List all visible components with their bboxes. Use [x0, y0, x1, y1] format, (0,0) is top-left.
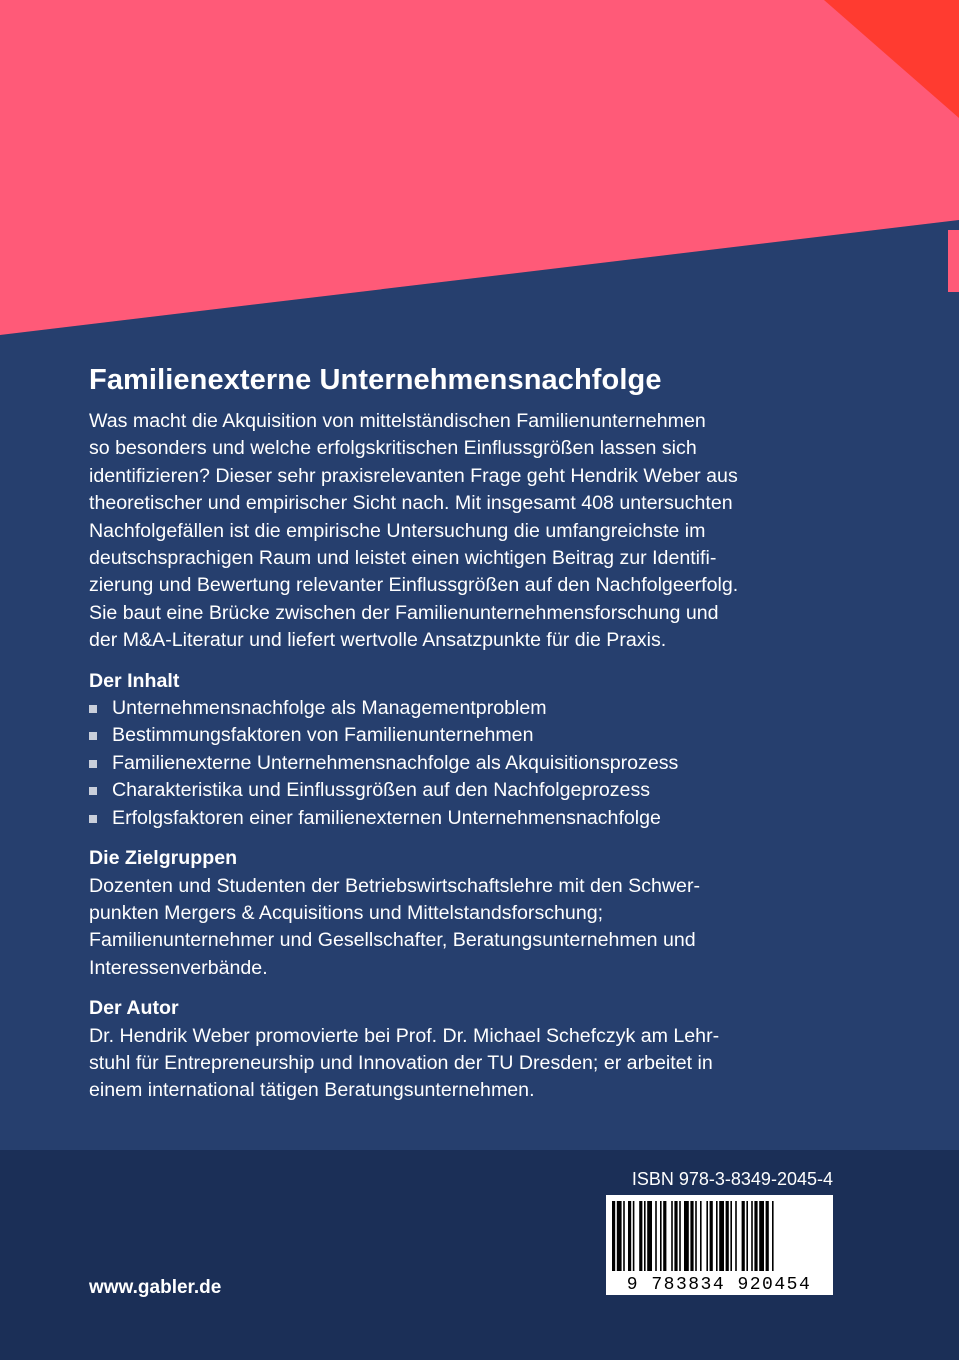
barcode-bar [684, 1201, 689, 1271]
bullet-square-icon [89, 760, 97, 768]
barcode-bar [746, 1201, 748, 1271]
barcode-bar [628, 1201, 631, 1271]
red-edge-tab [948, 230, 959, 292]
list-item-text: Familienexterne Unternehmensnachfolge als Akquisitionsprozess [112, 751, 679, 774]
barcode-bar [647, 1201, 652, 1271]
barcode-bar [706, 1201, 708, 1271]
author-line: stuhl für Entrepreneurship und Innovation der TU Dresden; er arbeitet in [89, 1051, 713, 1074]
barcode [606, 1195, 833, 1295]
barcode-bar [633, 1201, 635, 1271]
barcode-bar [766, 1201, 769, 1271]
contents-section [89, 668, 809, 832]
barcode-bar [726, 1201, 729, 1271]
intro-line: der M&A-Literatur und liefert wertvolle Ansatzpunkte für die Praxis. [89, 629, 667, 652]
barcode-bar [612, 1201, 615, 1271]
list-item-text: Bestimmungsfaktoren von Familienunternehmen [112, 724, 534, 747]
audience-line: punkten Mergers & Acquisitions und Mittelstandsforschung; [89, 901, 604, 924]
audience-line: Dozenten und Studenten der Betriebswirtschaftslehre mit den Schwer- [89, 874, 700, 897]
barcode-bar [663, 1201, 666, 1271]
audience-line: Familienunternehmer und Gesellschafter, Beratungsunternehmen und [89, 929, 696, 952]
barcode-bar [710, 1201, 713, 1271]
barcode-bar [674, 1201, 677, 1271]
audience-section [89, 845, 809, 982]
intro-line: theoretischer und empirischer Sicht nach. Mit insgesamt 408 untersuchten [89, 492, 733, 515]
contents-heading: Der Inhalt [89, 669, 180, 692]
bullet-square-icon [89, 732, 97, 740]
barcode-bar [655, 1201, 657, 1271]
list-item [89, 695, 809, 722]
barcode-bar [716, 1201, 718, 1271]
barcode-bar [735, 1201, 737, 1271]
back-cover-text [89, 360, 809, 1105]
list-item [89, 722, 809, 749]
barcode-bars [612, 1201, 774, 1271]
author-heading: Der Autor [89, 997, 179, 1020]
barcode-bar [772, 1201, 774, 1271]
intro-line: Was macht die Akquisition von mittelständischen Familienunternehmen [89, 410, 706, 432]
author-line: einem international tätigen Beratungsunternehmen. [89, 1079, 535, 1102]
intro-line: Sie baut eine Brücke zwischen der Familienunternehmensforschung und [89, 601, 719, 624]
barcode-bar [751, 1201, 753, 1271]
author-section [89, 995, 809, 1105]
audience-heading: Die Zielgruppen [89, 847, 238, 870]
barcode-bar [617, 1201, 622, 1271]
barcode-bar [623, 1201, 625, 1271]
audience-paragraph [89, 873, 809, 983]
list-item [89, 805, 809, 832]
list-item-text: Unternehmensnachfolge als Managementproblem [112, 697, 547, 720]
barcode-bar [671, 1201, 673, 1271]
barcode-bar [690, 1201, 693, 1271]
barcode-bar [700, 1201, 702, 1271]
list-item [89, 750, 809, 777]
barcode-bar [679, 1201, 681, 1271]
barcode-bar [759, 1201, 764, 1271]
intro-line: zierung und Bewertung relevanter Einflussgrößen auf den Nachfolgeerfolg. [89, 574, 739, 597]
intro-paragraph [89, 408, 809, 655]
list-item-text: Erfolgsfaktoren einer familienexternen Unternehmensnachfolge [112, 806, 661, 829]
publisher-website[interactable]: www.gabler.de [89, 1277, 222, 1298]
barcode-bar [639, 1201, 642, 1271]
intro-line: Nachfolgefällen ist die empirische Untersuchung die umfangreichste im [89, 519, 706, 542]
barcode-bar [719, 1201, 724, 1271]
contents-list [89, 695, 809, 832]
intro-line: so besonders und welche erfolgskritischen Einflussgrößen lassen sich [89, 437, 697, 460]
bullet-square-icon [89, 705, 97, 713]
bullet-square-icon [89, 815, 97, 823]
intro-line: identifizieren? Dieser sehr praxisrelevanten Frage geht Hendrik Weber aus [89, 464, 738, 487]
audience-line: Interessenverbände. [89, 956, 268, 979]
book-title: Familienexterne Unternehmensnachfolge [89, 364, 662, 396]
barcode-bar [695, 1201, 697, 1271]
barcode-bar [730, 1201, 732, 1271]
list-item-text: Charakteristika und Einflussgrößen auf den Nachfolgeprozess [112, 779, 651, 802]
barcode-bar [644, 1201, 646, 1271]
author-line: Dr. Hendrik Weber promovierte bei Prof. Dr. Michael Schefczyk am Lehr- [89, 1024, 720, 1047]
barcode-bar [754, 1201, 757, 1271]
isbn-label: ISBN 978-3-8349-2045-4 [631, 1169, 833, 1189]
bullet-square-icon [89, 787, 97, 795]
intro-line: deutschsprachigen Raum und leistet einen wichtigen Beitrag zur Identifi- [89, 547, 717, 570]
barcode-digits: 9 783834 920454 [626, 1275, 812, 1295]
list-item [89, 777, 809, 804]
barcode-bar [660, 1201, 662, 1271]
author-paragraph [89, 1023, 809, 1105]
barcode-bar [742, 1201, 745, 1271]
